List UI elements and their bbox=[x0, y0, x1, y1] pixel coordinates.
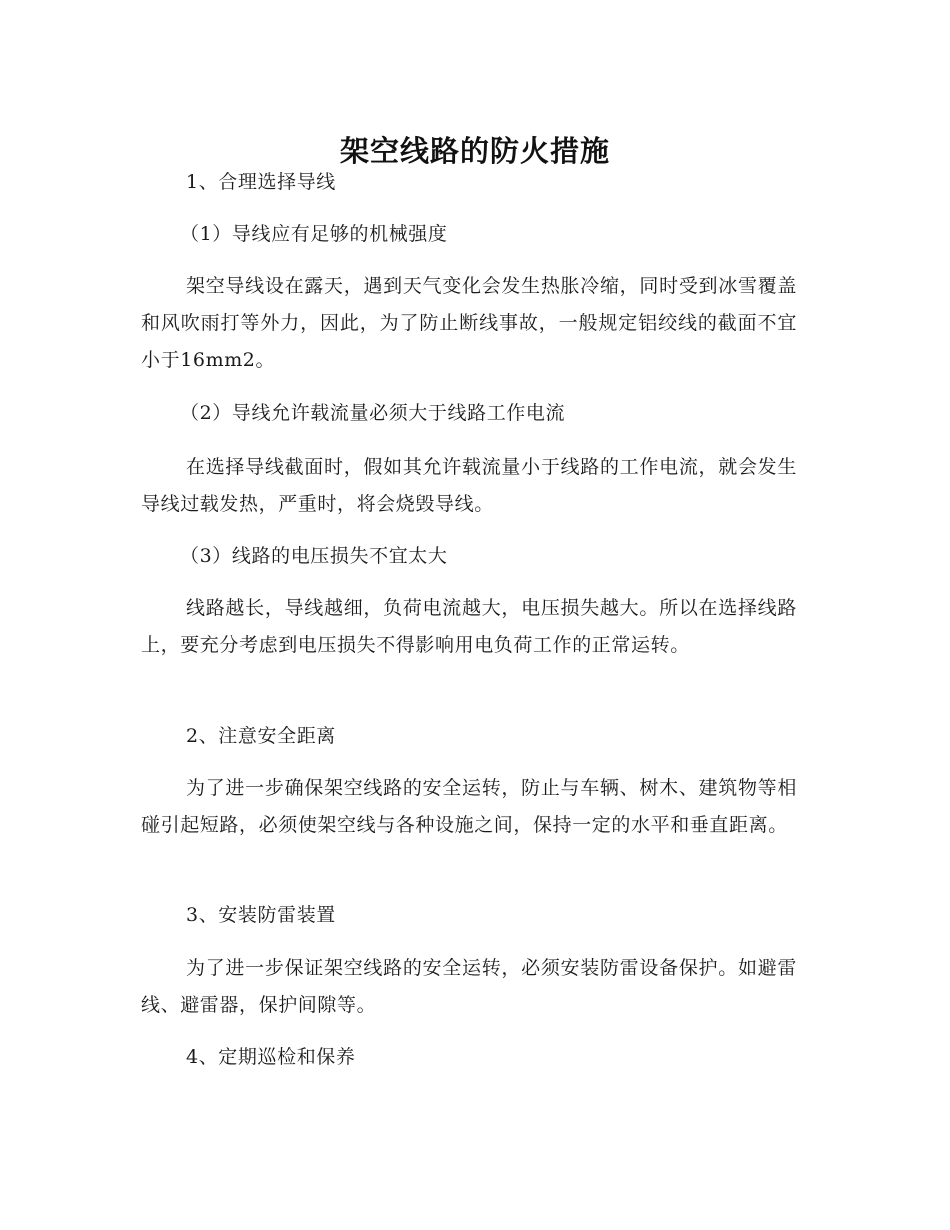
document-title: 架空线路的防火措施 bbox=[339, 134, 610, 169]
subsection-heading-1-3: （3）线路的电压损失不宜太大 bbox=[180, 545, 448, 567]
paragraph-3: 为了进一步保证架空线路的安全运转，必须安装防雷设备保护。如避雷线、避雷器，保护间隙等。 bbox=[141, 957, 797, 1016]
section-heading-3: 3、安装防雷装置 bbox=[186, 904, 336, 926]
paragraph-1-1: 架空导线设在露天，遇到天气变化会发生热胀冷缩，同时受到冰雪覆盖和风吹雨打等外力，因此，为了防止断线事故，一般规定铝绞线的截面不宜小于16mm2。 bbox=[141, 275, 797, 371]
paragraph-1-3: 线路越长，导线越细，负荷电流越大，电压损失越大。所以在选择线路上，要充分考虑到电压损失不得影响用电负荷工作的正常运转。 bbox=[141, 597, 797, 656]
subsection-heading-1-2: （2）导线允许载流量必须大于线路工作电流 bbox=[180, 402, 566, 424]
section-heading-2: 2、注意安全距离 bbox=[186, 725, 336, 747]
paragraph-1-2: 在选择导线截面时，假如其允许载流量小于线路的工作电流，就会发生导线过载发热，严重时，将会烧毁导线。 bbox=[141, 456, 797, 515]
subsection-heading-1-1: （1）导线应有足够的机械强度 bbox=[180, 223, 448, 245]
section-heading-4: 4、定期巡检和保养 bbox=[186, 1046, 356, 1068]
section-heading-1: 1、合理选择导线 bbox=[186, 171, 336, 193]
paragraph-2: 为了进一步确保架空线路的安全运转，防止与车辆、树木、建筑物等相碰引起短路，必须使架空线与各种设施之间，保持一定的水平和垂直距离。 bbox=[141, 777, 797, 836]
